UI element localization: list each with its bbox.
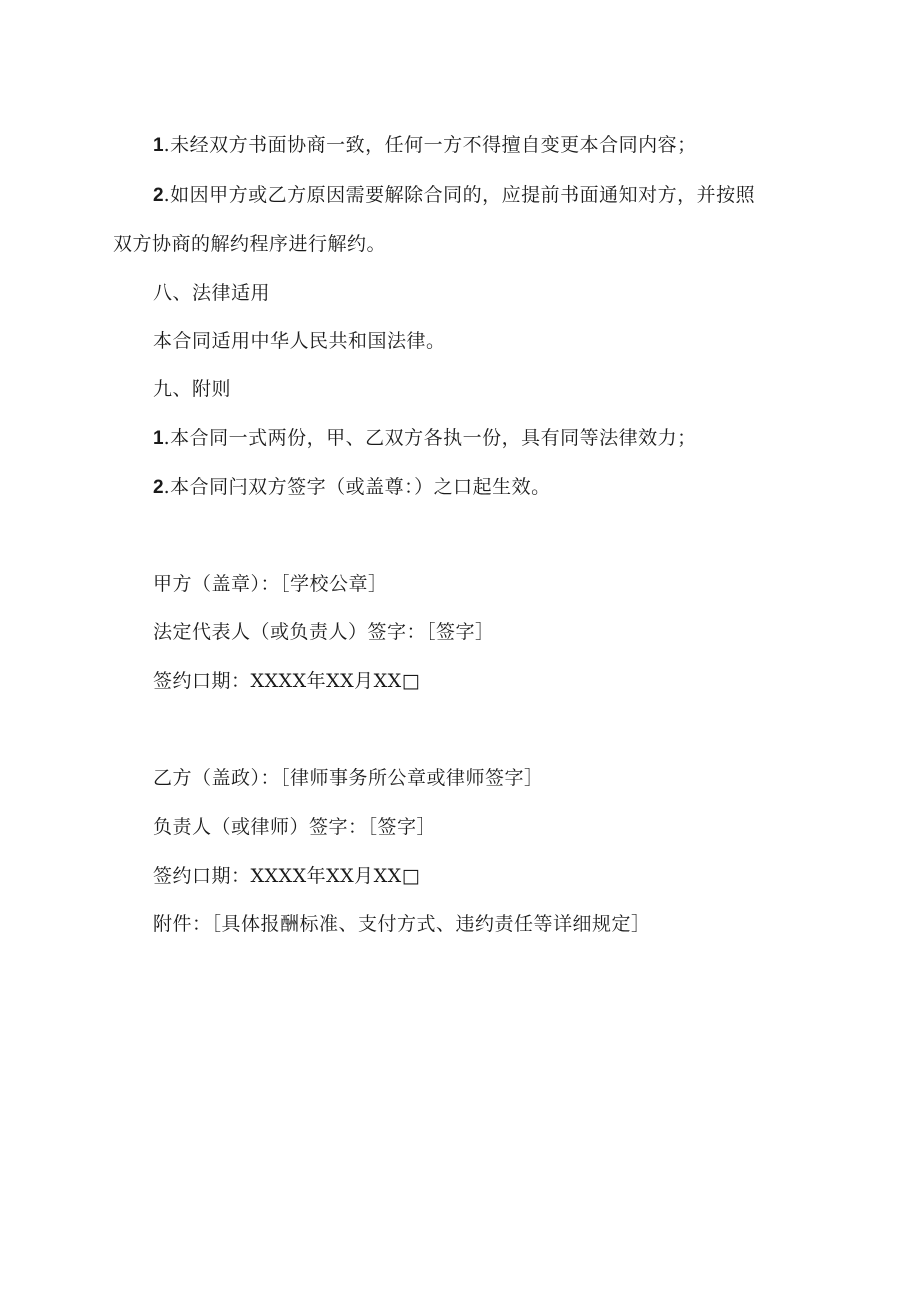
clause-text: .如因甲方或乙方原因需要解除合同的，应提前书面通知对方，并按照 (163, 184, 756, 206)
section-9-item-2 (153, 475, 551, 500)
section-9-item-1 (153, 426, 697, 451)
clause-text: .本合同闩双方签字（或盖尊：）之口起生效。 (163, 476, 551, 498)
clause-7-item-2-continuation: 双方协商的解约程序进行解约。 (113, 233, 387, 255)
section-8-body: 本合同适用中华人民共和国法律。 (153, 330, 446, 352)
clause-number: 1 (153, 135, 164, 156)
party-a-date: 签约口期：XXXX年XX月XX□ (153, 670, 421, 692)
clause-number: 1 (153, 428, 164, 449)
clause-number: 2 (153, 477, 164, 498)
party-b-seal: 乙方（盖政）：［律师事务所公章或律师签字］ (153, 767, 544, 789)
section-9-heading: 九、附则 (153, 378, 232, 400)
clause-number: 2 (153, 185, 164, 206)
clause-7-item-1 (153, 133, 697, 158)
attachment-note: 附件：［具体报酬标准、支付方式、违约责任等详细规定］ (153, 913, 651, 935)
section-8-heading: 八、法律适用 (153, 282, 271, 304)
party-a-representative: 法定代表人（或负责人）签字：［签字］ (153, 621, 495, 643)
clause-7-item-2 (153, 183, 755, 208)
clause-text: .未经双方书面协商一致，任何一方不得擅自变更本合同内容； (163, 134, 697, 156)
party-b-date: 签约口期：XXXX年XX月XX□ (153, 865, 421, 887)
party-b-representative: 负责人（或律师）签字：［签字］ (153, 816, 437, 838)
party-a-seal: 甲方（盖章）：［学校公章］ (153, 573, 388, 595)
clause-text: .本合同一式两份，甲、乙双方各执一份，具有同等法律效力； (163, 427, 697, 449)
